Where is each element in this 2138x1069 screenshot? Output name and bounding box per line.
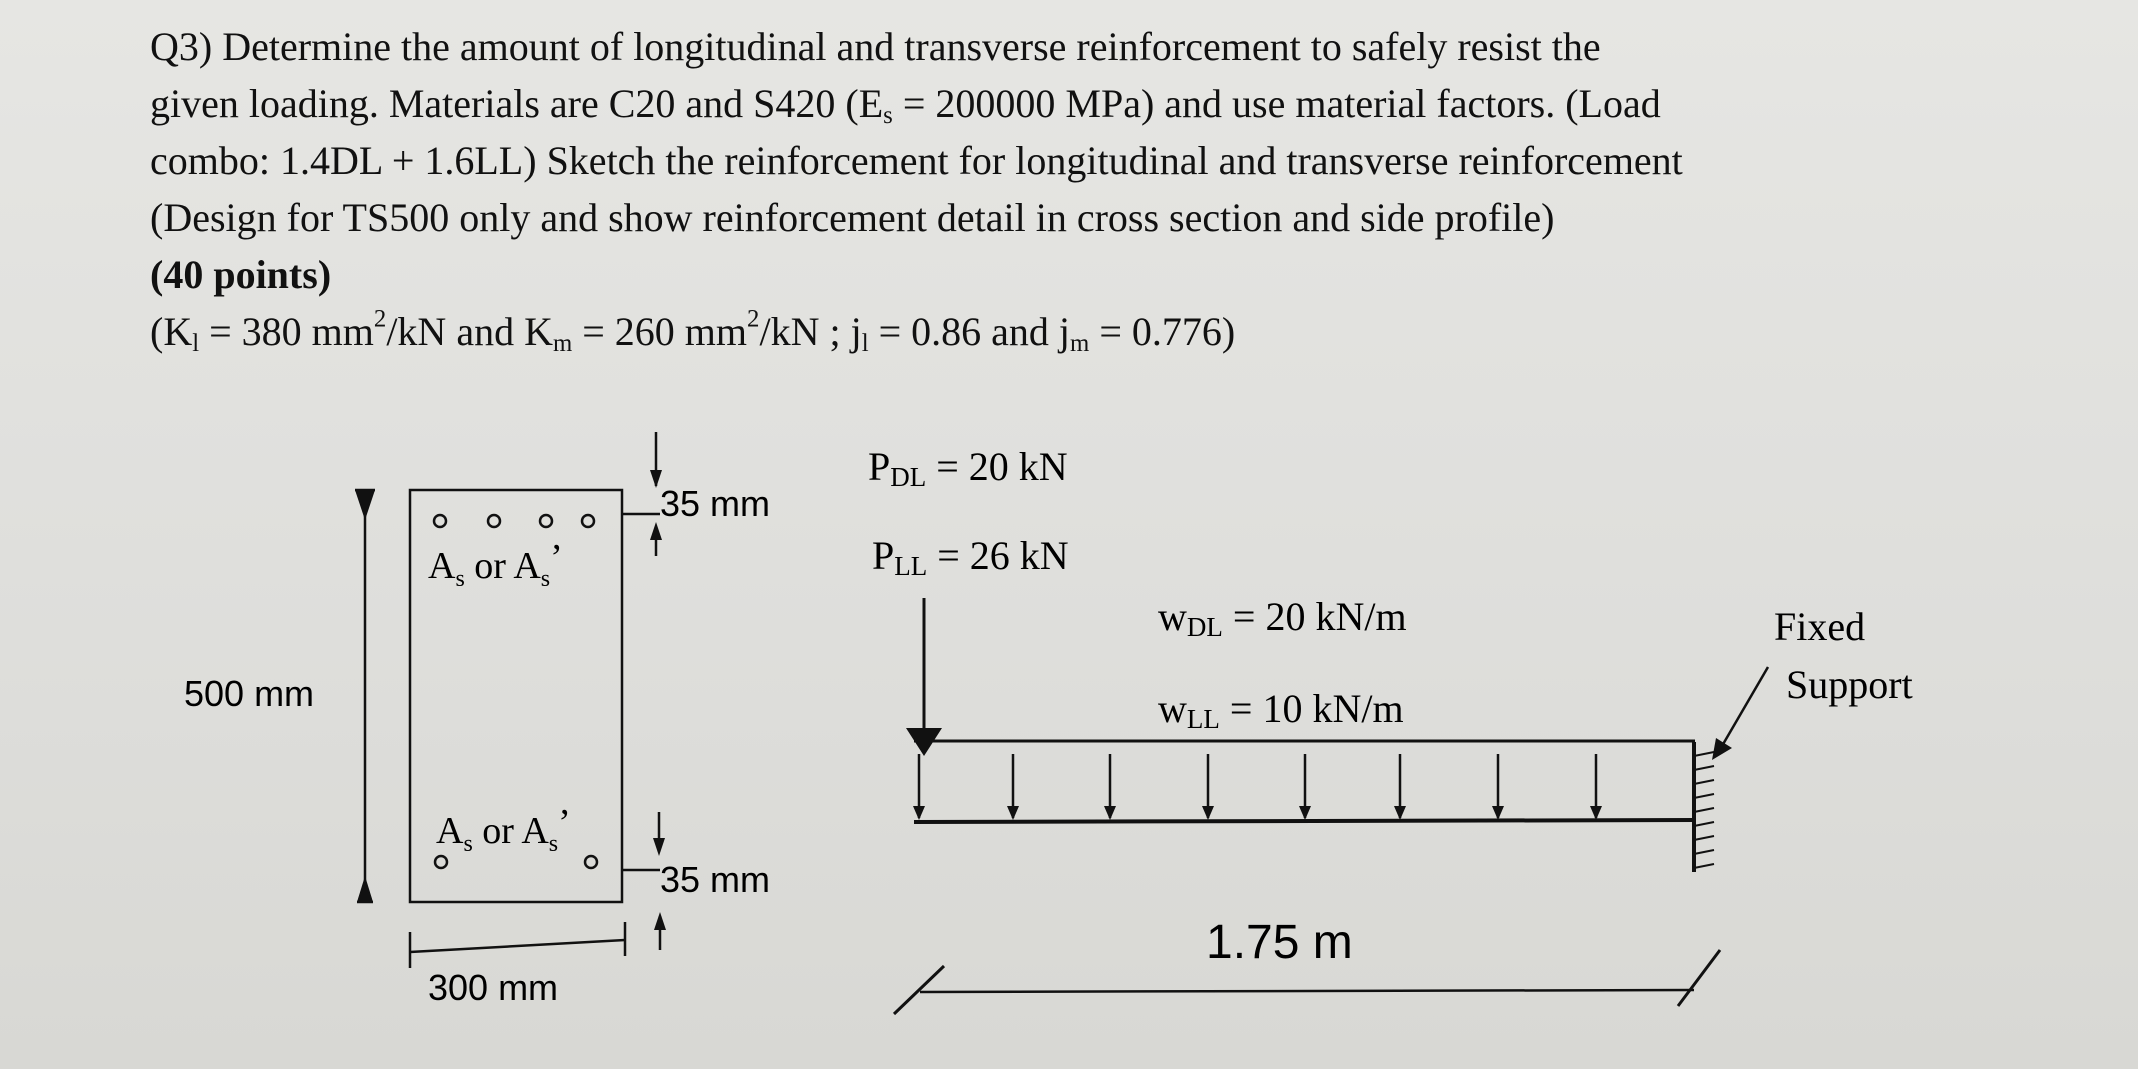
question-number: Q3) bbox=[150, 24, 213, 69]
height-dim-arrow-bottom bbox=[357, 876, 373, 902]
support-label-line1: Fixed bbox=[1774, 604, 1866, 649]
cross-section bbox=[355, 432, 666, 968]
span-tick-left bbox=[894, 966, 944, 1014]
distributed-dead-load-label: wDL = 20 kN/m bbox=[1158, 594, 1407, 642]
fixed-support bbox=[1694, 742, 1714, 872]
top-bar bbox=[582, 515, 594, 527]
beam-labels bbox=[868, 444, 1913, 969]
span-tick-right bbox=[1678, 950, 1720, 1006]
width-dimension-line bbox=[410, 940, 625, 952]
span-dimension-line bbox=[920, 990, 1694, 992]
top-bar bbox=[488, 515, 500, 527]
beam-line bbox=[914, 820, 1695, 822]
bottom-bar bbox=[585, 856, 597, 868]
support-label-line2: Support bbox=[1786, 662, 1913, 707]
cross-section-labels bbox=[184, 483, 770, 1008]
udl-arrows bbox=[913, 754, 1602, 820]
bottom-cover-label: 35 mm bbox=[660, 859, 771, 900]
support-pointer bbox=[1722, 667, 1768, 746]
question-line-1: Q3) Determine the amount of longitudinal and transverse reinforcement to safely resist the bbox=[150, 24, 1601, 69]
point-dead-load-label: PDL = 20 kN bbox=[868, 444, 1068, 492]
top-bar bbox=[540, 515, 552, 527]
question-line-4: (Design for TS500 only and show reinforcement detail in cross section and side profile) bbox=[150, 195, 1555, 240]
top-bar-label: $A_s$ or $A_s$’ bbox=[428, 537, 563, 592]
height-dim-arrow-top bbox=[355, 490, 375, 520]
question-constants: ($K_l = 380$ $mm^2/kN$ and $K_m = 260$ $mm^2/kN$ ; $j_l = 0.86$ and $j_m = 0.776$) bbox=[150, 305, 1236, 358]
distributed-live-load-label: wLL = 10 kN/m bbox=[1158, 686, 1404, 734]
width-label: 300 mm bbox=[428, 967, 559, 1008]
point-live-load-label: PLL = 26 kN bbox=[872, 533, 1069, 581]
bottom-bar-label: $A_s$ or $A_s$’ bbox=[436, 802, 571, 857]
question-line-2: given loading. Materials are C20 and S420 ($E_s = 200000$ MPa) and use material factors. (Load bbox=[150, 81, 1661, 130]
top-cover-label: 35 mm bbox=[660, 483, 771, 524]
top-bar bbox=[434, 515, 446, 527]
bottom-bar bbox=[435, 856, 447, 868]
question-points: (40 points) bbox=[150, 252, 332, 297]
span-label: 1.75 m bbox=[1206, 916, 1353, 969]
height-label: 500 mm bbox=[184, 673, 315, 714]
question-line-3: combo: 1.4DL + 1.6LL) Sketch the reinforcement for longitudinal and transverse reinforcement bbox=[150, 138, 1683, 183]
